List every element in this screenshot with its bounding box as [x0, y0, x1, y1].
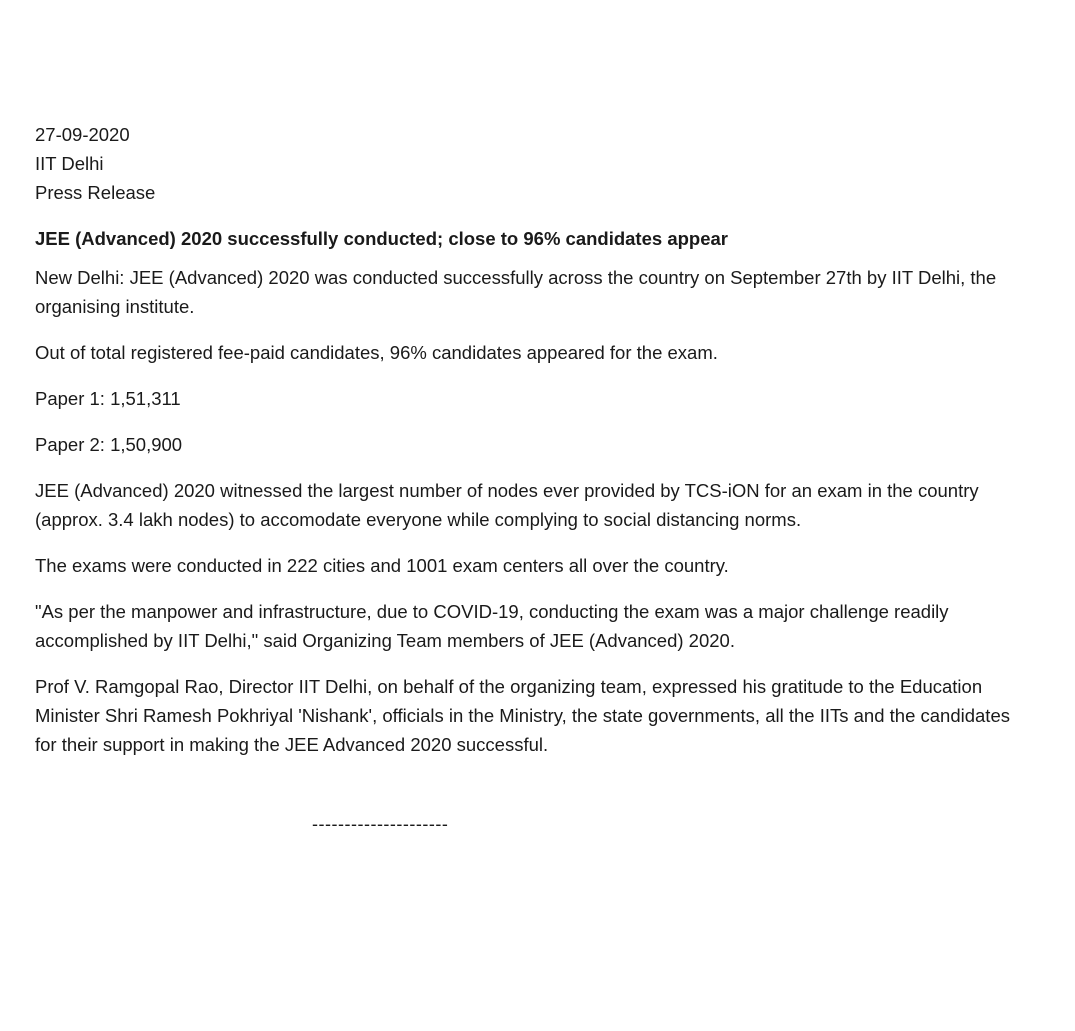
paragraph-paper-1: Paper 1: 1,51,311 [35, 388, 181, 409]
paragraph-quote: "As per the manpower and infrastructure, due to COVID-19, conducting the exam was a major challenge readily accomplished by IIT Delhi," said Organizing Team members of JEE (Advanced) 2020. [35, 601, 949, 651]
paragraph-gratitude: Prof V. Ramgopal Rao, Director IIT Delhi, on behalf of the organizing team, expressed his gratitude to the Education Minister Shri Ramesh Pokhriyal 'Nishank', officials in the Ministry, the state governments, all the IITs and the candidates for their support in making the JEE Advanced 2020 successful. [35, 676, 1010, 755]
paragraph-intro: New Delhi: JEE (Advanced) 2020 was conducted successfully across the country on September 27th by IIT Delhi, the organising institute. [35, 267, 997, 317]
paragraph-nodes: JEE (Advanced) 2020 witnessed the largest number of nodes ever provided by TCS-iON for an exam in the country (approx. 3.4 lakh nodes) to accomodate everyone while complying to social distancing norms. [35, 480, 979, 530]
press-release-document [35, 120, 1035, 776]
paragraph-attendance: Out of total registered fee-paid candidates, 96% candidates appeared for the exam. [35, 342, 718, 363]
paragraph-centers: The exams were conducted in 222 cities and 1001 exam centers all over the country. [35, 555, 729, 576]
headline: JEE (Advanced) 2020 successfully conducted; close to 96% candidates appear [35, 228, 728, 249]
issuing-institute: IIT Delhi [35, 153, 104, 174]
release-date: 27-09-2020 [35, 124, 130, 145]
paragraph-paper-2: Paper 2: 1,50,900 [35, 434, 183, 455]
end-divider: --------------------- [312, 814, 449, 834]
document-type: Press Release [35, 182, 156, 203]
